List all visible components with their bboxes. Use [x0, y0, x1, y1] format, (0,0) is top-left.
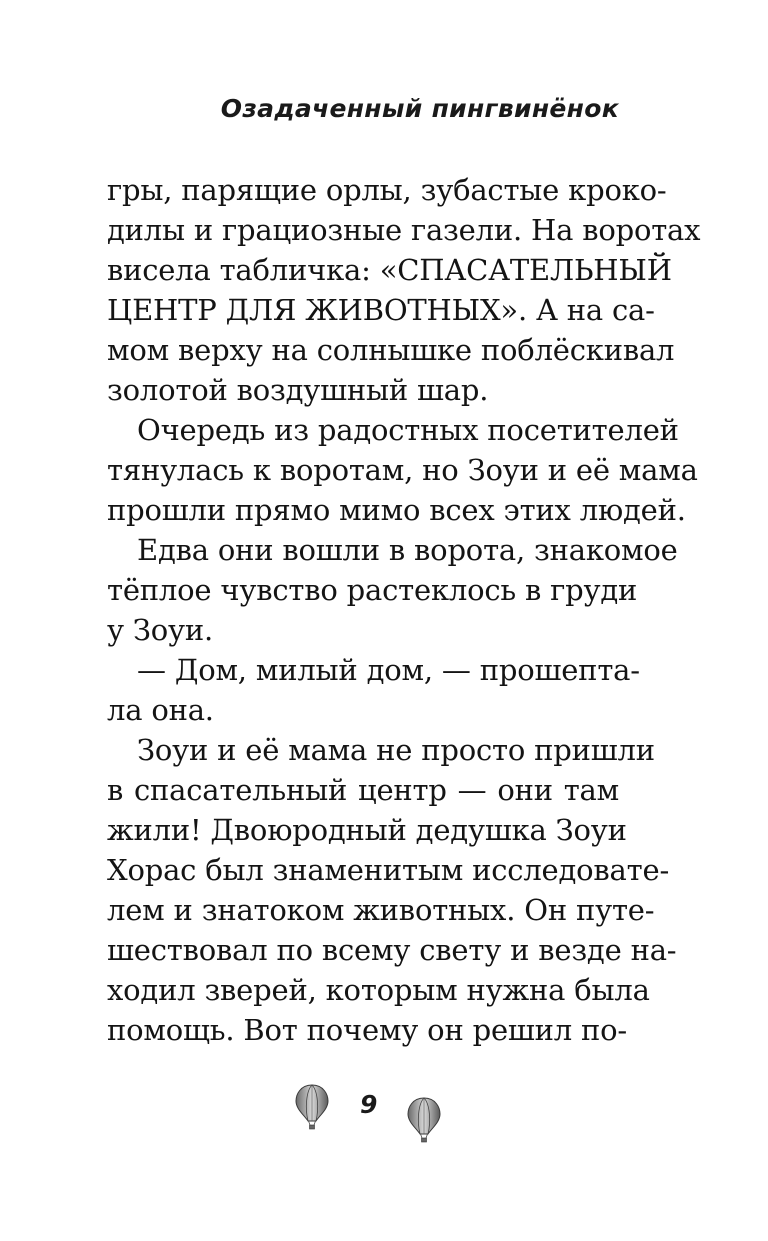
text-line: золотой воздушный шар.	[107, 373, 489, 407]
hot-air-balloon-icon	[294, 1083, 330, 1135]
text-line: мом верху на солнышке поблёскивал	[107, 333, 675, 367]
text-line: лем и знатоком животных. Он путе-	[107, 893, 655, 927]
text-line: гры, парящие орлы, зубастые кроко-	[107, 173, 667, 207]
text-line: в спасательный центр — они там	[107, 773, 619, 807]
text-line: висела табличка: «СПАСАТЕЛЬНЫЙ	[107, 253, 672, 287]
paragraph	[107, 530, 678, 650]
body-text	[107, 170, 701, 1050]
text-line: у Зоуи.	[107, 613, 214, 647]
paragraph	[107, 410, 698, 530]
text-line: — Дом, милый дом, — прошепта-	[137, 653, 640, 687]
page-footer	[0, 1080, 768, 1150]
text-line: ЦЕНТР ДЛЯ ЖИВОТНЫХ». А на са-	[107, 293, 655, 327]
text-line: ходил зверей, которым нужна была	[107, 973, 650, 1007]
hot-air-balloon-icon	[406, 1096, 442, 1148]
paragraph	[107, 170, 701, 410]
text-line: Хорас был знаменитым исследовате-	[107, 853, 670, 887]
text-line: помощь. Вот почему он решил по-	[107, 1013, 628, 1047]
text-line: Едва они вошли в ворота, знакомое	[137, 533, 678, 567]
text-line: тёплое чувство растеклось в груди	[107, 573, 638, 607]
text-line: тянулась к воротам, но Зоуи и её мама	[107, 453, 698, 487]
text-line: дилы и грациозные газели. На воротах	[107, 213, 701, 247]
text-line: жили! Двоюродный дедушка Зоуи	[107, 813, 627, 847]
text-line: Зоуи и её мама не просто пришли	[137, 733, 655, 767]
paragraph	[107, 730, 677, 1050]
text-line: Очередь из радостных посетителей	[137, 413, 679, 447]
paragraph	[107, 650, 640, 730]
running-title: Озадаченный пингвинёнок	[220, 94, 619, 123]
text-line: шествовал по всему свету и везде на-	[107, 933, 677, 967]
text-line: прошли прямо мимо всех этих людей.	[107, 493, 686, 527]
page-number: 9	[360, 1090, 378, 1119]
text-line: ла она.	[107, 693, 214, 727]
